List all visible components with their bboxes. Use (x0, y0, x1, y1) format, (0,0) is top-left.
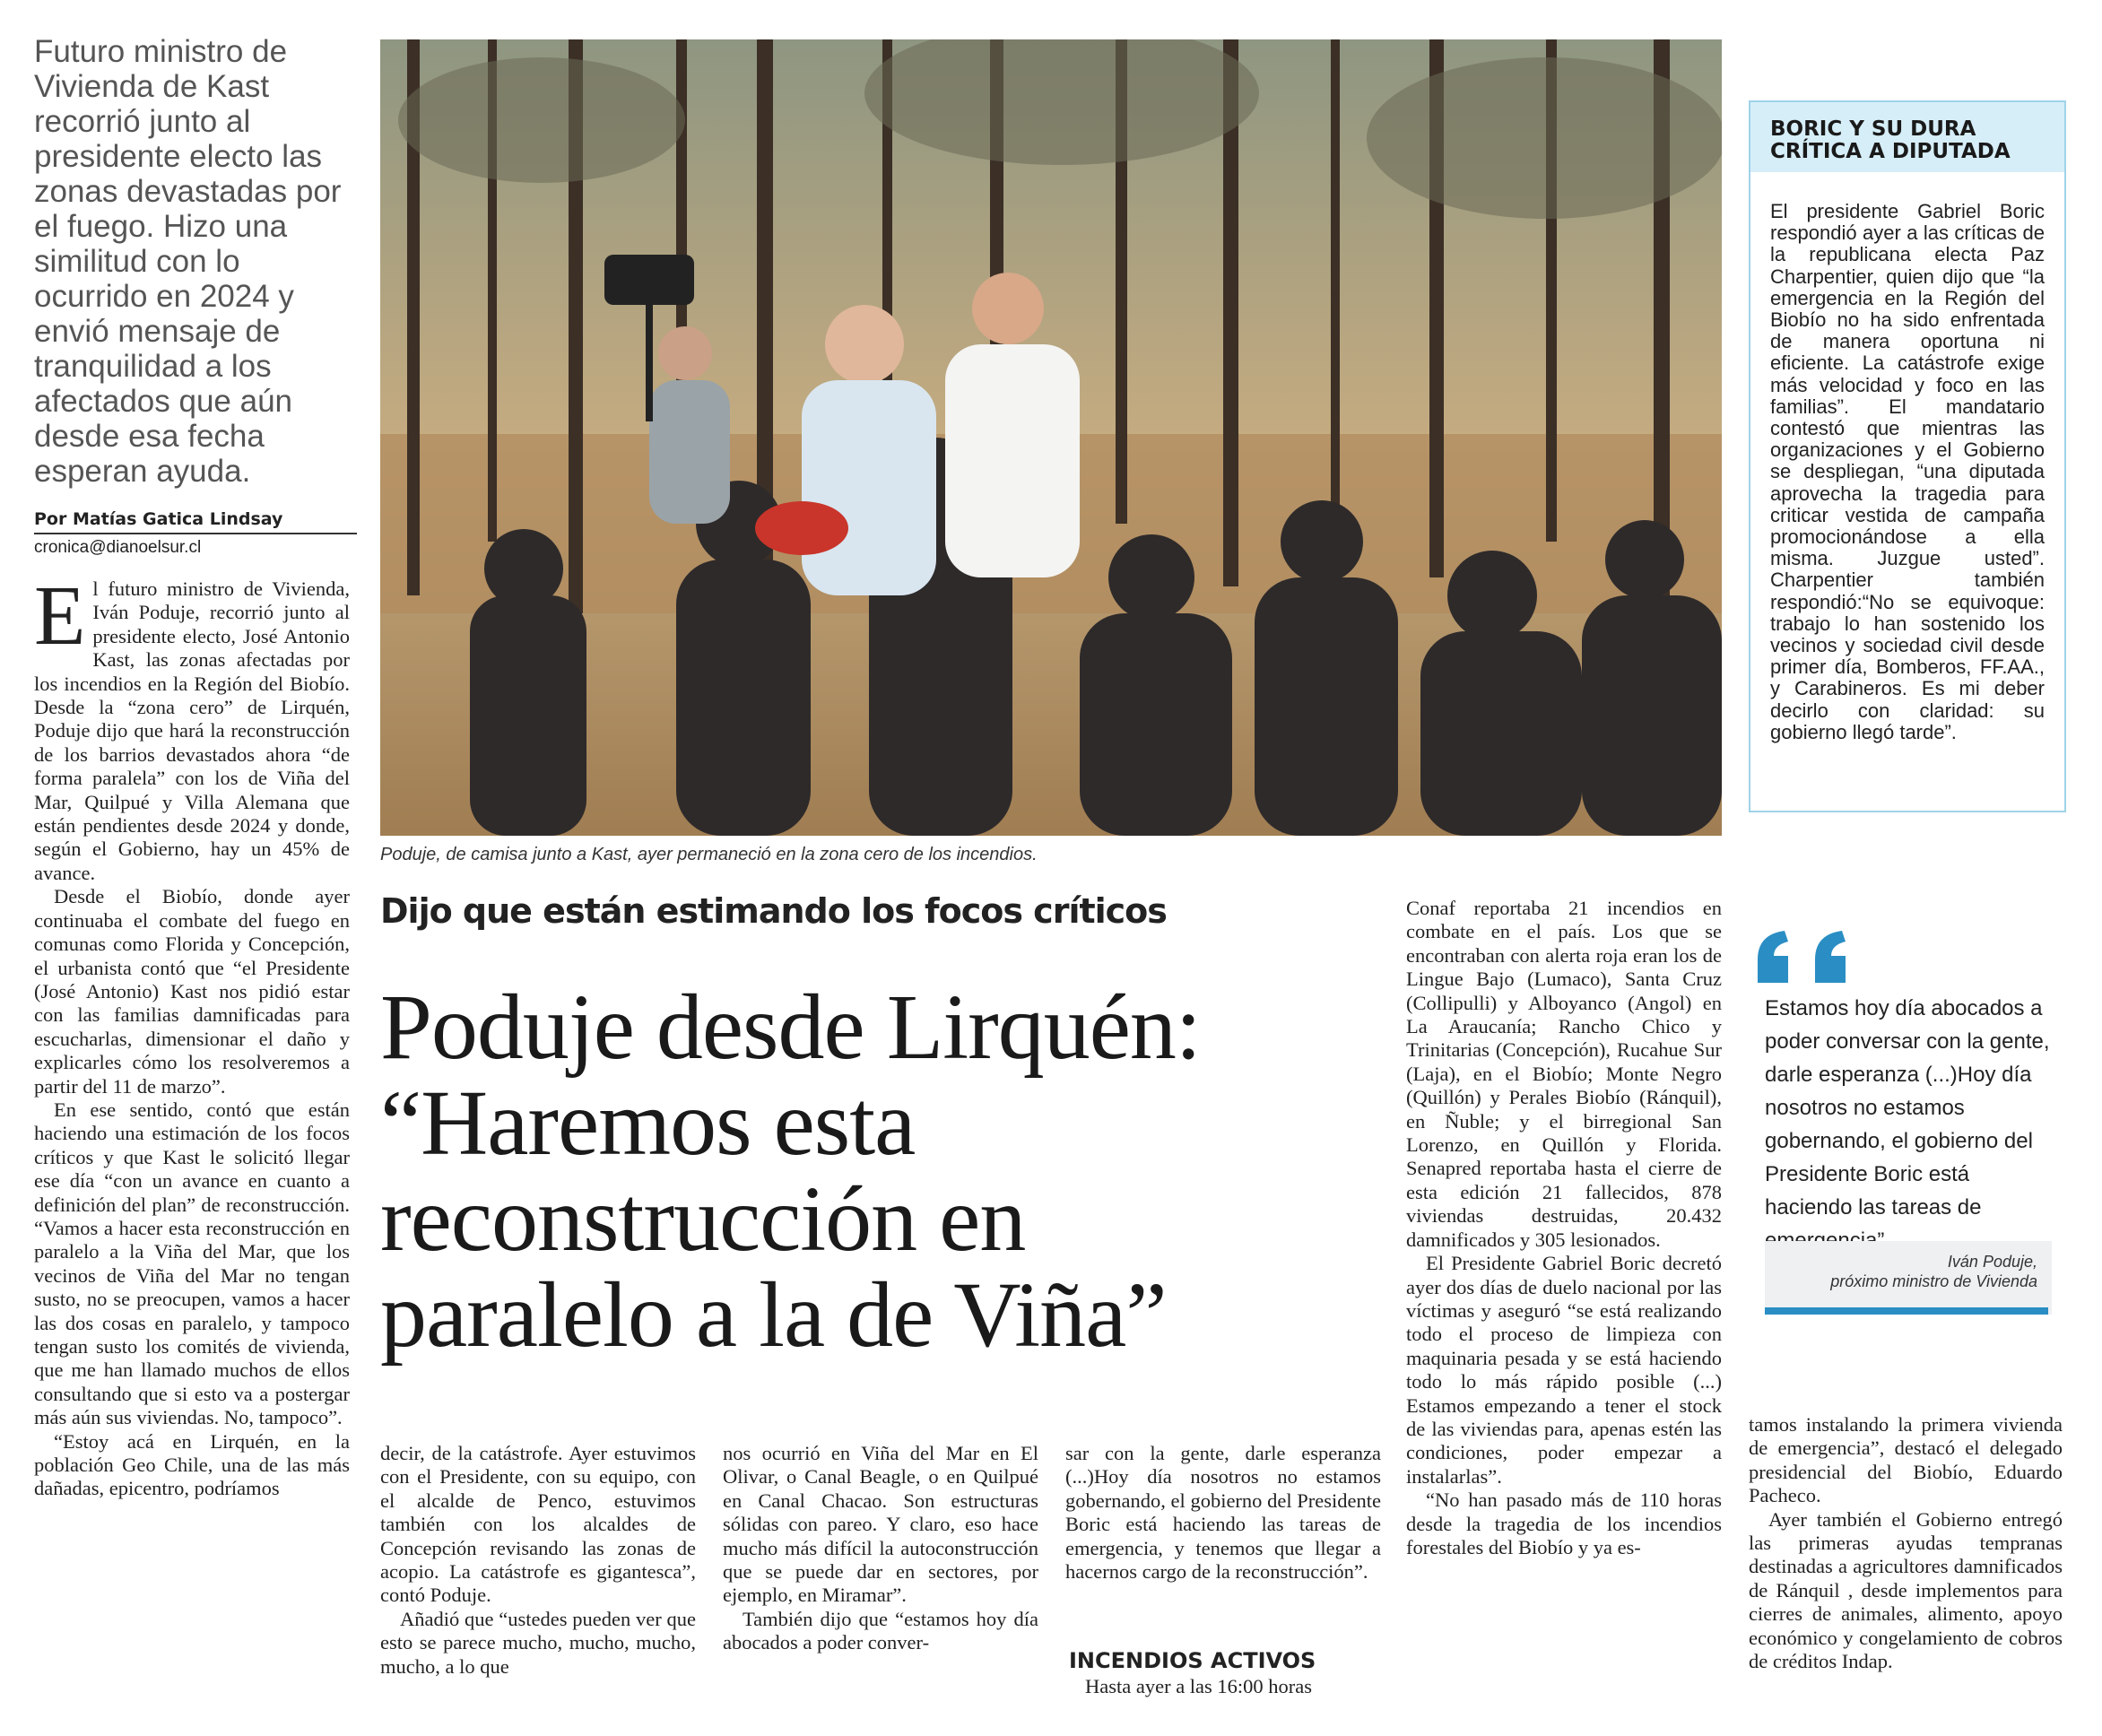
sidebar-header (1750, 102, 2064, 172)
pull-quote-accent-bar (1765, 1307, 2048, 1315)
article-deck: Futuro ministro de Vivienda de Kast recorrió junto al presidente electo las zonas devastadas por el fuego. Hizo una similitud con lo ocurrido en 2024 y envió mensaje de tranquilidad a los afectados que aún desde esa fecha esperan ayuda. (34, 34, 342, 489)
byline-author: Por Matías Gatica Lindsay (34, 509, 283, 529)
sidebar-body: El presidente Gabriel Boric respondió ayer a las críticas de la republicana electa Paz Charpentier, quien dijo que “la emergencia en la Región del Biobío no ha sido enfrentada de manera oportuna ni eficiente. La catástrofe exige más velocidad y foco en las familias”. El mandatario contestó que mientras las organizaciones y el Gobierno se despliegan, “una diputada aprovecha la tragedia para criticar vestida de campaña promocionándose a ella misma. Juzgue usted”. Charpentier también respondió:“No se equivoque: trabajo lo han sostenido los vecinos y sociedad civil desde primer día, Bomberos, FF.AA., y Carabineros. Es mi deber decirlo con claridad: su gobierno llegó tarde”. (1770, 200, 2045, 743)
sidebar-title-line-1: BORIC Y SU DURA (1770, 117, 1976, 141)
sidebar-box (1749, 100, 2066, 812)
sidebar-title-line-2: CRÍTICA A DIPUTADA (1770, 140, 2011, 163)
quote-marks-icon (1749, 929, 1874, 992)
pull-quote-source (1830, 1252, 2037, 1291)
body-column-6 (1749, 1413, 2063, 1673)
col1-paragraph-3: En ese sentido, contó que están haciendo una estimación de los focos críticos y que Kast le solicitó llegar ese día “con un avance en cuanto a definición del plan” de reconstrucción. “Vamos a hacer esta reconstrucción en paralelo a la Viña del Mar, que los vecinos de Viña del Mar no tengan susto, no se preocupen, vamos a hacer las dos cosas en paralelo, y tampoco tengan susto los comités de vivienda, que me han llamado muchos de ellos consultando que si esto va a postergar más aún sus viviendas. No, tampoco”. (34, 1098, 350, 1429)
byline (34, 509, 357, 534)
col1-paragraph-4: “Estoy acá en Lirquén, en la población Geo Chile, una de las más dañadas, epicentro, podríamos (34, 1429, 350, 1500)
col3-paragraph-2: También dijo que “estamos hoy día abocados a poder conver- (723, 1607, 1038, 1654)
col4-paragraph-2: Hasta ayer a las 16:00 horas (1085, 1675, 1313, 1697)
body-column-4-continued (1065, 1675, 1381, 1698)
col4-paragraph-1: sar con la gente, darle esperanza (...)Hoy día nosotros no estamos gobernando, el gobierno del Presidente Boric está haciendo las tareas de emergencia, y tenemos que llegar a hacernos cargo de la reconstrucción”. (1065, 1442, 1381, 1584)
pull-quote-name: Iván Poduje, (1947, 1253, 2037, 1271)
col2-paragraph-1: decir, de la catástrofe. Ayer estuvimos con el Presidente, con su equipo, con el alcalde de Penco, estuvimos también con los alcaldes de Concepción revisando las zonas de acopio. La catástrofe es gigantesca”, contó Poduje. (380, 1442, 696, 1607)
headline-line-2: “Haremos esta (380, 1072, 916, 1175)
col6-paragraph-1: tamos instalando la primera vivienda de emergencia”, destacó el delegado presidencial del Biobío, Eduardo Pacheco. (1749, 1413, 2063, 1507)
col5-paragraph-1: Conaf reportaba 21 incendios en combate en el país. Los que se encontraban con alerta roja eran los de Lingue Bajo (Lumaco), Santa Cruz (Collipulli) y Alboyanco (Angol) en La Araucanía; Rancho Chico y Trinitarias (Concepción), Rucahue Sur (Laja), en el Biobío; Monte Negro (Quillón) y Perales Biobío (Ránquil), en Ñuble; y el birregional San Lorenzo, en Quillón y Florida. Senapred reportaba hasta el cierre de esta edición 21 fallecidos, 878 viviendas destruidas, 20.432 damnificados y 305 lesionados. (1406, 897, 1722, 1251)
headline (380, 976, 1367, 1367)
photo-illustration (380, 39, 1722, 836)
body-column-2 (380, 1442, 696, 1679)
body-column-5 (1406, 897, 1722, 1559)
pull-quote-attribution (1765, 1241, 2052, 1315)
col5-paragraph-2: El Presidente Gabriel Boric decretó ayer dos días de duelo nacional por las víctimas y aseguró “se está realizando todo el proceso de limpieza con maquinaria pesada y se está haciendo todo lo más rápido posible (...) Estamos empezando a tener el stock de las viviendas para, apenas estén las condiciones, poder empezar a instalarlas”. (1406, 1252, 1722, 1488)
col5-paragraph-3: “No han pasado más de 110 horas desde la tragedia de los incendios forestales del Biobío y ya es- (1406, 1489, 1722, 1558)
headline-line-4: paralelo a la de Viña” (380, 1263, 1167, 1367)
pull-quote-role: próximo ministro de Vivienda (1830, 1272, 2037, 1290)
col1-paragraph-2: Desde el Biobío, donde ayer continuaba el combate del fuego en comunas como Florida y Concepción, el urbanista contó que “el Presidente (José Antonio) Kast nos pidió estar con las familias damnificadas para escucharlas, dimensionar el daño y explicarles cómo los resolveremos a partir del 11 de marzo”. (34, 885, 350, 1098)
news-photo (380, 39, 1722, 836)
kicker: Dijo que están estimando los focos críticos (380, 891, 1167, 931)
dropcap: E (34, 569, 86, 663)
body-column-4 (1065, 1442, 1381, 1584)
pull-quote-text: Estamos hoy día abocados a poder conversar con la gente, darle esperanza (...)Hoy día nosotros no estamos gobernando, el gobierno del Presidente Boric está haciendo las tareas de (1765, 996, 2050, 1220)
body-column-1 (34, 569, 350, 1501)
col3-paragraph-1: nos ocurrió en Viña del Mar en El Olivar, o Canal Beagle, o en Quilpué en Canal Chacao. Son estructuras sólidas con pareo. Y claro, eso hace mucho más difícil la autoconstrucción que se puede dar en sectores, por ejemplo, en Miramar”. (723, 1442, 1038, 1607)
headline-line-3: reconstrucción en (380, 1167, 1026, 1271)
headline-line-1: Poduje desde Lirquén: (380, 976, 1201, 1079)
col2-paragraph-2: Añadió que “ustedes pueden ver que esto se parece mucho, mucho, mucho, mucho, a lo que (380, 1607, 696, 1678)
byline-email[interactable]: cronica@dianoelsur.cl (34, 538, 202, 557)
photo-caption: Poduje, de camisa junto a Kast, ayer permaneció en la zona cero de los incendios. (380, 845, 1038, 864)
body-column-3 (723, 1442, 1038, 1655)
subhead-incendios-activos: INCENDIOS ACTIVOS (1069, 1648, 1316, 1673)
col6-paragraph-2: Ayer también el Gobierno entregó las primeras ayudas tempranas destinadas a agricultores damnificados de Ránquil , desde implementos para cierres de animales, alimento, apoyo económico y congelamiento de cobros de créditos Indap. (1749, 1507, 2063, 1673)
sidebar-title (1770, 118, 2011, 163)
col1-paragraph-1: l futuro ministro de Vivienda, Iván Poduje, recorrió junto al presidente electo, José Antonio Kast, las zonas afectadas por los incendios en la Región del Biobío. Desde la “zona cero” de Lirquén, Poduje dijo que hará la reconstrucción de los barrios devastados ahora “de forma paralela” con los de Viña del Mar, Quilpué y Villa Alemana que están pendientes desde 2024 y donde, según el Gobierno, hay un 45% de avance. (34, 577, 350, 884)
pull-quote (1747, 929, 2063, 1324)
